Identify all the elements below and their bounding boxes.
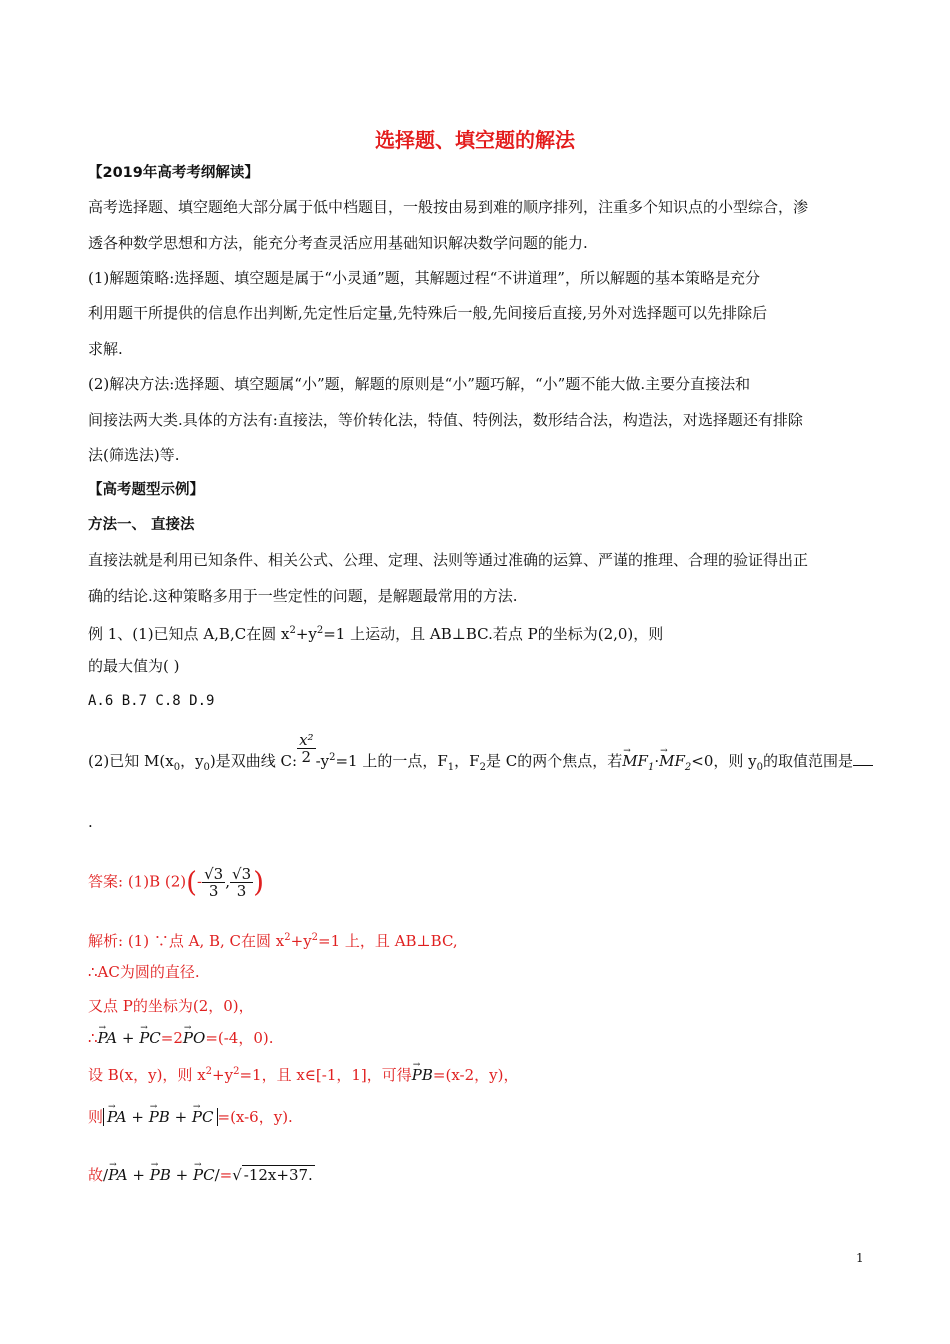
text-span: =1 上，且 AB⊥BC, [318, 932, 458, 950]
paragraph-line: 利用题干所提供的信息作出判断,先定性后定量,先特殊后一般,先间接后直接,另外对选择题可以先排除后 [88, 304, 768, 322]
text-span: 例 1、(1)已知点 A,B,C在圆 x [88, 625, 290, 643]
text-span: -y [315, 752, 330, 770]
vector-mf1: → $MF_1$ [622, 751, 654, 778]
analysis-line [88, 1062, 878, 1085]
text-span: =(x-6，y). [217, 1108, 293, 1126]
superscript: 2 [289, 625, 296, 636]
vector-mf2: → $MF_2$ [659, 751, 691, 778]
fraction-denominator: 3 [236, 882, 247, 900]
paragraph-line: 透各种数学思想和方法，能充分考查灵活应用基础知识解决数学问题的能力. [88, 234, 588, 252]
vector-sum: → PA + → PB + → PC [103, 1108, 217, 1126]
text-span: = [219, 1166, 233, 1184]
vector-pb: → PB [149, 1107, 170, 1127]
left-paren: ( [186, 865, 198, 899]
vector-pc: → PC [192, 1107, 214, 1127]
fraction [230, 866, 253, 899]
fraction [297, 732, 315, 765]
text-span: 的取值范围是 [763, 752, 854, 770]
right-paren: ) [253, 865, 265, 899]
text-span: )是双曲线 C: [209, 752, 298, 770]
text-span: =(x-2，y)， [432, 1066, 519, 1084]
answer-blank [853, 765, 873, 766]
fraction-denominator: 3 [208, 882, 219, 900]
text-span: ，y [180, 752, 204, 770]
text-span: +y [290, 932, 312, 950]
method-title: 方法一、 直接法 [88, 517, 195, 533]
text-span: 是 C的两个焦点，若 [485, 752, 623, 770]
superscript: 2 [284, 932, 291, 943]
vector-pa: → PA [107, 1107, 127, 1127]
fraction-numerator: x² [299, 730, 314, 749]
text-span: =1 上的一点，F [335, 752, 448, 770]
paragraph-line: 法(筛选法)等. [88, 446, 180, 464]
text-span: ，F [454, 752, 480, 770]
vector-pb: → PB [150, 1165, 171, 1185]
text-span: <0，则 y [691, 752, 757, 770]
subscript: 0 [756, 762, 764, 773]
fraction-denominator: 2 [301, 747, 312, 766]
paragraph-line: 间接法两大类.具体的方法有:直接法，等价转化法，特值、特例法，数形结合法，构造法，对选择题还有排除 [88, 411, 803, 429]
fraction [202, 866, 225, 899]
page-number: 1 [856, 1251, 864, 1265]
paragraph-line: 确的结论.这种策略多用于一些定性的问题，是解题最常用的方法. [88, 587, 518, 605]
analysis-line: 又点 P的坐标为(2，0)， [88, 997, 254, 1015]
paragraph-line: (2)解决方法:选择题、填空题属“小”题，解题的原则是“小”题巧解，“小”题不能大做.主要分直接法和 [88, 375, 751, 393]
paragraph-line: 高考选择题、填空题绝大部分属于低中档题目，一般按由易到难的顺序排列，注重多个知识点的小型综合，渗 [88, 198, 809, 216]
text-span: =1，且 x∈[-1，1]，可得 [239, 1066, 412, 1084]
square-root: √ -12x+37. [232, 1166, 313, 1184]
examples-heading: 【高考题型示例】 [88, 482, 204, 498]
text-span: =(-4，0). [205, 1029, 274, 1047]
paragraph-line: 直接法就是利用已知条件、相关公式、公理、定理、法则等通过准确的运算、严谨的推理、合理的验证得出正 [88, 551, 809, 569]
vector-pc: → PC [139, 1028, 161, 1048]
outline-heading: 【2019年高考考纲解读】 [88, 165, 259, 181]
radicand: -12x+37. [243, 1166, 313, 1184]
subscript: 0 [203, 762, 210, 773]
vector-pa: → PA [98, 1028, 118, 1048]
vector-po: → PO [183, 1028, 205, 1048]
subscript: 2 [479, 762, 486, 773]
text-span: (2)已知 M(x [88, 752, 174, 770]
superscript: 2 [311, 932, 319, 943]
example-question-1 [88, 621, 878, 644]
text-span: =1 上运动，且 AB⊥BC.若点 P的坐标为(2,0)，则 [323, 625, 664, 643]
vector-magnitude: /→ PA + → PB + → PC/ [103, 1166, 220, 1184]
example-question-2: (2)已知 $M(x_0$，$y_0$)是双曲线 C: $\frac{\text{x²}}{2}$ $-y^2=1$ 上的一点，$F_1$，$F_2$是 C的两个焦点，若→ $MF_1\cdot\to MF_2<0$，则 $y_0$的取值范围是 [88, 748, 878, 778]
fraction-numerator: √3 [232, 865, 252, 883]
text-span: =2 [160, 1029, 183, 1047]
superscript: 2 [233, 1066, 240, 1077]
text-span: ∴ [88, 1029, 98, 1047]
text-span: +y [212, 1066, 234, 1084]
example-question-1-continued: 的最大值为( ) [88, 657, 180, 675]
page-title: 选择题、填空题的解法 [375, 128, 575, 152]
fraction-numerator: √3 [204, 865, 224, 883]
minus-sign: - [197, 872, 203, 891]
subscript: 1 [447, 762, 455, 773]
analysis-line [88, 928, 878, 951]
vector-pa: → PA [108, 1165, 128, 1185]
text-span: 故 [88, 1166, 104, 1184]
superscript: 2 [329, 752, 336, 763]
paragraph-line: 求解. [88, 340, 123, 358]
vector-pb: → PB [412, 1065, 433, 1085]
subscript: 0 [173, 762, 181, 773]
answer-line [88, 866, 878, 899]
analysis-line [88, 1165, 878, 1185]
superscript: 2 [316, 625, 324, 636]
analysis-line [88, 1107, 878, 1127]
analysis-line: ∴AC为圆的直径. [88, 963, 200, 981]
analysis-line [88, 1028, 878, 1048]
question-end: . [88, 813, 93, 831]
text-span: 设 B(x，y)，则 x [88, 1066, 206, 1084]
text-span: +y [295, 625, 317, 643]
vector-pc: → PC [193, 1165, 215, 1185]
superscript: 2 [205, 1066, 213, 1077]
answer-label: 答案: (1)B (2) [88, 872, 187, 891]
answer-options: A.6 B.7 C.8 D.9 [88, 693, 215, 709]
paragraph-line: (1)解题策略:选择题、填空题是属于“小灵通”题，其解题过程“不讲道理”，所以解题的基本策略是充分 [88, 269, 760, 287]
separator: , [225, 872, 231, 891]
text-span: 解析: (1) ∵点 A, B, C在圆 x [88, 932, 285, 950]
text-span: 则 [88, 1108, 104, 1126]
vector-sum: → PA + → PC [98, 1029, 161, 1047]
